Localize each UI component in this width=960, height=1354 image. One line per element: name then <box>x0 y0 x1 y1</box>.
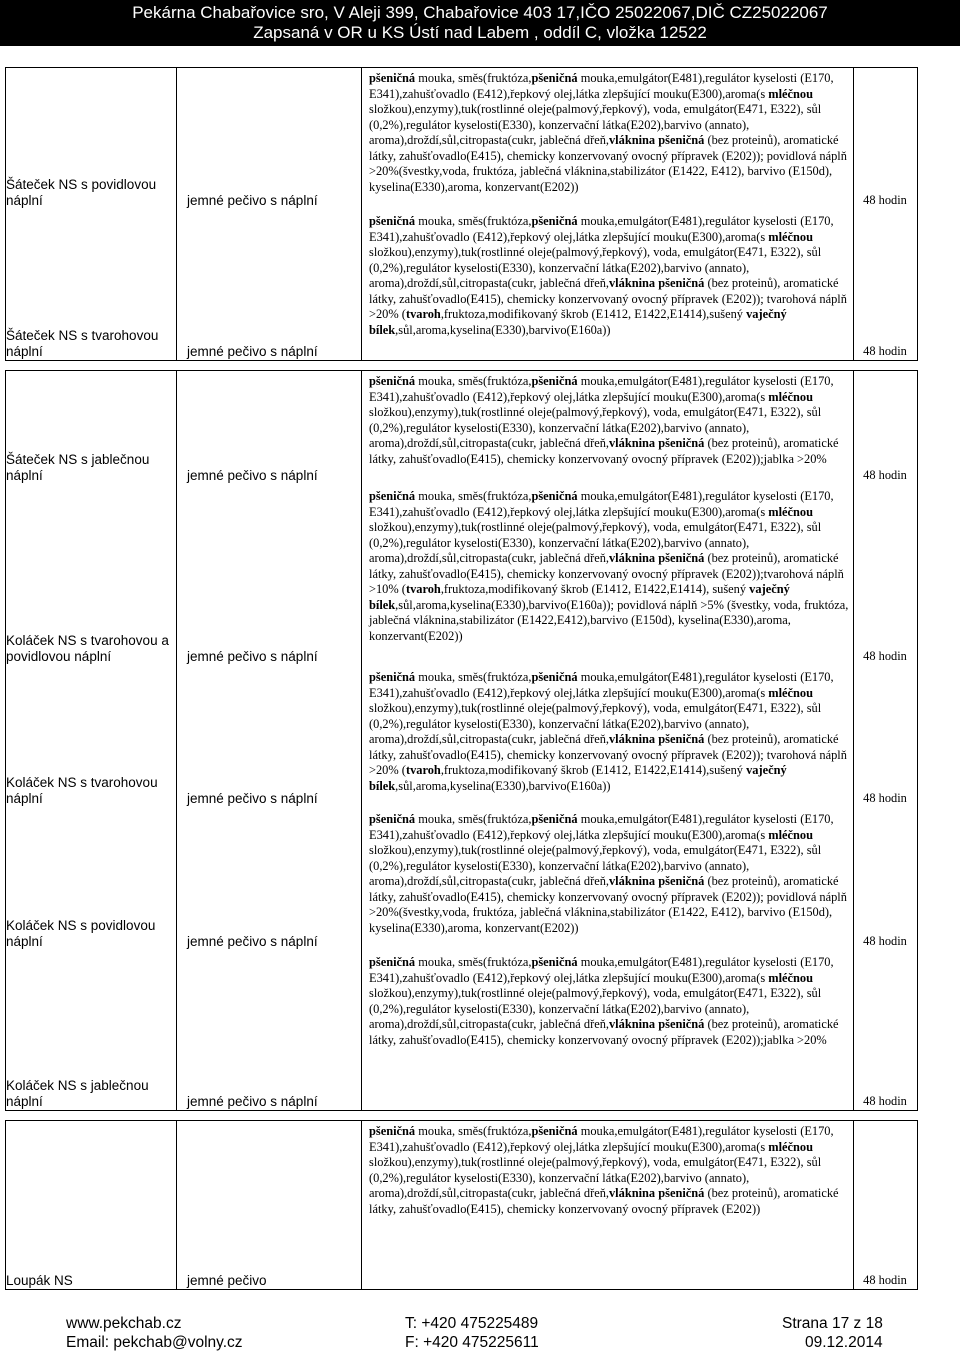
footer-phone: T: +420 475225489 <box>405 1315 539 1332</box>
product-name: Šáteček NS s tvarohovou náplní <box>6 328 159 359</box>
product-category: jemné pečivo s náplní <box>187 933 318 949</box>
shelf-life: 48 hodin <box>863 343 907 358</box>
product-ingredients: pšeničná mouka, směs(fruktóza,pšeničná mouka,emulgátor(E481),regulátor kyselosti (E170, E341),zahušťovadlo (E412),řepkový olej,látka zlepšující mouku(E300),aroma(s mléčnou složkou),enzymy),tuk(rostlinné oleje(palmový,řepkový), voda, emulgátor(E471, E322), sůl (0,2%),regulátor kyselosti(E330), konzervační látka(E202),barvivo (annato), aroma),droždí,sůl,citropasta(cukr, jablečná dřeň,vláknina pšeničná (bez proteinů), aromatické látky, zahušťovadlo(E415), chemicky konzervovaný ovocný přípravek (E202));jablka >20% <box>369 374 839 466</box>
shelf-life: 48 hodin <box>863 467 907 482</box>
product-category: jemné pečivo s náplní <box>187 343 318 359</box>
product-name: Šáteček NS s povidlovou náplní <box>6 177 157 208</box>
product-category: jemné pečivo s náplní <box>187 790 318 806</box>
table-row <box>5 485 918 666</box>
product-name: Koláček NS s povidlovou náplní <box>6 918 156 949</box>
product-category: jemné pečivo s náplní <box>187 192 318 208</box>
table-row <box>5 1120 918 1290</box>
footer-date: 09.12.2014 <box>805 1334 883 1351</box>
shelf-life: 48 hodin <box>863 1272 907 1287</box>
footer-fax: F: +420 475225611 <box>405 1334 539 1351</box>
product-name: Koláček NS s tvarohovou náplní <box>6 775 158 806</box>
product-category: jemné pečivo s náplní <box>187 648 318 664</box>
product-ingredients: pšeničná mouka, směs(fruktóza,pšeničná mouka,emulgátor(E481),regulátor kyselosti (E170, E341),zahušťovadlo (E412),řepkový olej,látka zlepšující mouku(E300),aroma(s mléčnou složkou),enzymy),tuk(rostlinné oleje(palmový,řepkový), voda, emulgátor(E471, E322), sůl (0,2%),regulátor kyselosti(E330), konzervační látka(E202),barvivo (annato), aroma),droždí,sůl,citropasta(cukr, jablečná dřeň,vláknina pšeničná (bez proteinů), aromatické látky, zahušťovadlo(E415), chemicky konzervovaný ovocný přípravek (E202)) <box>369 1124 839 1216</box>
product-name: Loupák NS <box>6 1272 73 1288</box>
footer-email[interactable]: Email: pekchab@volny.cz <box>66 1334 243 1351</box>
footer-page: Strana 17 z 18 <box>782 1315 883 1332</box>
product-name: Koláček NS s tvarohovou a povidlovou náplní <box>6 633 169 664</box>
shelf-life: 48 hodin <box>863 790 907 805</box>
product-ingredients: pšeničná mouka, směs(fruktóza,pšeničná mouka,emulgátor(E481),regulátor kyselosti (E170, E341),zahušťovadlo (E412),řepkový olej,látka zlepšující mouku(E300),aroma(s mléčnou složkou),enzymy),tuk(rostlinné oleje(palmový,řepkový), voda, emulgátor(E471, E322), sůl (0,2%),regulátor kyselosti(E330), konzervační látka(E202),barvivo (annato), aroma),droždí,sůl,citropasta(cukr, jablečná dřeň,vláknina pšeničná (bez proteinů), aromatické látky, zahušťovadlo(E415), chemicky konzervovaný ovocný přípravek (E202)); povidlová náplň >20%(švestky,voda, fruktóza, jablečná vláknina,stabilizátor (E1422, E412), barvivo (E150d), kyselina(E330),aroma, konzervant(E202)) <box>369 812 847 935</box>
table-row <box>5 951 918 1111</box>
product-name: Koláček NS s jablečnou náplní <box>6 1078 149 1109</box>
company-header-line2: Zapsaná v OR u KS Ústí nad Labem , oddíl C, vložka 12522 <box>253 23 707 42</box>
table-row <box>5 666 918 808</box>
product-ingredients: pšeničná mouka, směs(fruktóza,pšeničná mouka,emulgátor(E481),regulátor kyselosti (E170, E341),zahušťovadlo (E412),řepkový olej,látka zlepšující mouku(E300),aroma(s mléčnou složkou),enzymy),tuk(rostlinné oleje(palmový,řepkový), voda, emulgátor(E471, E322), sůl (0,2%),regulátor kyselosti(E330), konzervační látka(E202),barvivo (annato), aroma),droždí,sůl,citropasta(cukr, jablečná dřeň,vláknina pšeničná (bez proteinů), aromatické látky, zahušťovadlo(E415), chemicky konzervovaný ovocný přípravek (E202)); tvarohová náplň >20% (tvaroh,fruktoza,modifikovaný škrob (E1412, E1422,E1414),sušený vaječný bílek,sůl,aroma,kyselina(E330),barvivo(E160a)) <box>369 670 847 793</box>
product-category: jemné pečivo s náplní <box>187 1093 318 1109</box>
shelf-life: 48 hodin <box>863 1093 907 1108</box>
product-ingredients: pšeničná mouka, směs(fruktóza,pšeničná mouka,emulgátor(E481),regulátor kyselosti (E170, E341),zahušťovadlo (E412),řepkový olej,látka zlepšující mouku(E300),aroma(s mléčnou složkou),enzymy),tuk(rostlinné oleje(palmový,řepkový), voda, emulgátor(E471, E322), sůl (0,2%),regulátor kyselosti(E330), konzervační látka(E202),barvivo (annato), aroma),droždí,sůl,citropasta(cukr, jablečná dřeň,vláknina pšeničná (bez proteinů), aromatické látky, zahušťovadlo(E415), chemicky konzervovaný ovocný přípravek (E202)); povidlová náplň >20%(švestky,voda, fruktóza, jablečná vláknina,stabilizátor (E1422, E412), barvivo (E150d), kyselina(E330),aroma, konzervant(E202)) <box>369 71 847 194</box>
table-row <box>5 370 918 485</box>
product-ingredients: pšeničná mouka, směs(fruktóza,pšeničná mouka,emulgátor(E481),regulátor kyselosti (E170, E341),zahušťovadlo (E412),řepkový olej,látka zlepšující mouku(E300),aroma(s mléčnou složkou),enzymy),tuk(rostlinné oleje(palmový,řepkový), voda, emulgátor(E471, E322), sůl (0,2%),regulátor kyselosti(E330), konzervační látka(E202),barvivo (annato), aroma),droždí,sůl,citropasta(cukr, jablečná dřeň,vláknina pšeničná (bez proteinů), aromatické látky, zahušťovadlo(E415), chemicky konzervovaný ovocný přípravek (E202));tvarohová náplň >10% (tvaroh,fruktoza,modifikovaný škrob (E1412, E1422,E1414), sušený vaječný bílek,sůl,aroma,kyselina(E330),barvivo(E160a)); povidlová náplň >5% (švestky, voda, fruktóza, jablečná vláknina,stabilizátor (E1422,E412),barvivo (E150d), kyselina(E330),aroma, konzervant(E202)) <box>369 489 849 643</box>
shelf-life: 48 hodin <box>863 933 907 948</box>
shelf-life: 48 hodin <box>863 648 907 663</box>
product-ingredients: pšeničná mouka, směs(fruktóza,pšeničná mouka,emulgátor(E481),regulátor kyselosti (E170, E341),zahušťovadlo (E412),řepkový olej,látka zlepšující mouku(E300),aroma(s mléčnou složkou),enzymy),tuk(rostlinné oleje(palmový,řepkový), voda, emulgátor(E471, E322), sůl (0,2%),regulátor kyselosti(E330), konzervační látka(E202),barvivo (annato), aroma),droždí,sůl,citropasta(cukr, jablečná dřeň,vláknina pšeničná (bez proteinů), aromatické látky, zahušťovadlo(E415), chemicky konzervovaný ovocný přípravek (E202)); tvarohová náplň >20% (tvaroh,fruktoza,modifikovaný škrob (E1412, E1422,E1414),sušený vaječný bílek,sůl,aroma,kyselina(E330),barvivo(E160a)) <box>369 214 847 337</box>
table-row <box>5 210 918 361</box>
shelf-life: 48 hodin <box>863 192 907 207</box>
product-ingredients: pšeničná mouka, směs(fruktóza,pšeničná mouka,emulgátor(E481),regulátor kyselosti (E170, E341),zahušťovadlo (E412),řepkový olej,látka zlepšující mouku(E300),aroma(s mléčnou složkou),enzymy),tuk(rostlinné oleje(palmový,řepkový), voda, emulgátor(E471, E322), sůl (0,2%),regulátor kyselosti(E330), konzervační látka(E202),barvivo (annato), aroma),droždí,sůl,citropasta(cukr, jablečná dřeň,vláknina pšeničná (bez proteinů), aromatické látky, zahušťovadlo(E415), chemicky konzervovaný ovocný přípravek (E202));jablka >20% <box>369 955 839 1047</box>
product-category: jemné pečivo <box>187 1272 267 1288</box>
product-name: Šáteček NS s jablečnou náplní <box>6 452 150 483</box>
table-row <box>5 67 918 210</box>
company-header-line1: Pekárna Chabařovice sro, V Aleji 399, Chabařovice 403 17,IČO 25022067,DIČ CZ25022067 <box>132 3 828 22</box>
product-category: jemné pečivo s náplní <box>187 467 318 483</box>
footer-web[interactable]: www.pekchab.cz <box>66 1315 182 1332</box>
company-header <box>0 0 960 46</box>
table-row <box>5 808 918 951</box>
